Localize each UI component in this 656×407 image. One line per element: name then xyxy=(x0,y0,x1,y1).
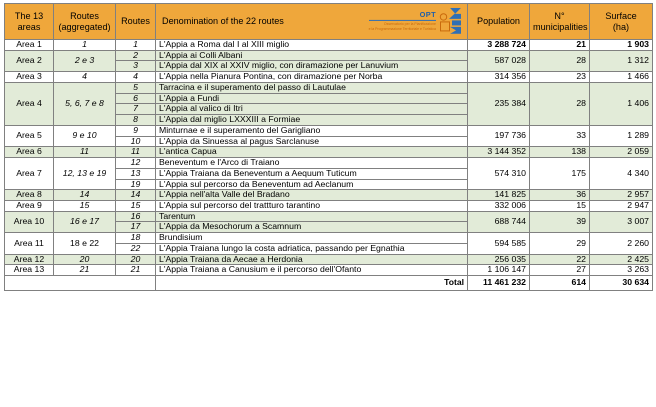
header-areas-line1: The 13 xyxy=(14,11,44,22)
surface-cell: 3 263 xyxy=(590,265,653,276)
municipalities-cell: 138 xyxy=(530,147,590,158)
area-cell: Area 2 xyxy=(5,50,54,71)
route-number-cell: 8 xyxy=(116,115,156,126)
table-row xyxy=(5,254,653,265)
aggregated-routes-cell: 14 xyxy=(54,190,116,201)
surface-cell: 2 947 xyxy=(590,201,653,212)
route-number-cell: 10 xyxy=(116,136,156,147)
area-cell: Area 3 xyxy=(5,72,54,83)
header-population: Population xyxy=(468,4,530,40)
municipalities-cell: 33 xyxy=(530,125,590,146)
municipalities-cell: 15 xyxy=(530,201,590,212)
surface-cell: 1 466 xyxy=(590,72,653,83)
municipalities-cell: 28 xyxy=(530,50,590,71)
route-number-cell: 1 xyxy=(116,40,156,51)
route-denomination-cell: L'Appia sul percorso del trattturo tarantino xyxy=(156,201,468,212)
route-number-cell: 4 xyxy=(116,72,156,83)
route-denomination-cell: L'Appia dal miglio LXXXIII a Formiae xyxy=(156,115,468,126)
header-surface-line1: Surface xyxy=(605,11,637,22)
municipalities-cell: 175 xyxy=(530,158,590,190)
area-cell: Area 13 xyxy=(5,265,54,276)
route-denomination-cell: L'Appia ai Colli Albani xyxy=(156,50,468,61)
header-areas xyxy=(5,4,54,40)
route-denomination-cell: L'Appia a Fundi xyxy=(156,93,468,104)
route-number-cell: 22 xyxy=(116,243,156,254)
route-denomination-cell: L'Appia al valico di Itri xyxy=(156,104,468,115)
area-cell: Area 7 xyxy=(5,158,54,190)
header-aggregated-line1: Routes xyxy=(70,11,99,22)
aggregated-routes-cell: 15 xyxy=(54,201,116,212)
population-cell: 314 356 xyxy=(468,72,530,83)
routes-table xyxy=(4,3,653,291)
total-population-cell: 11 461 232 xyxy=(468,276,530,291)
table-row xyxy=(5,265,653,276)
aggregated-routes-cell: 21 xyxy=(54,265,116,276)
population-cell: 3 144 352 xyxy=(468,147,530,158)
table-row xyxy=(5,233,653,244)
route-denomination-cell: Brundisium xyxy=(156,233,468,244)
population-cell: 1 106 147 xyxy=(468,265,530,276)
table-row xyxy=(5,82,653,93)
aggregated-routes-cell: 11 xyxy=(54,147,116,158)
header-denomination xyxy=(156,4,468,40)
aggregated-routes-cell: 16 e 17 xyxy=(54,211,116,232)
route-denomination-cell: L'Appia nell'alta Valle del Bradano xyxy=(156,190,468,201)
table-header xyxy=(5,4,653,40)
total-spacer xyxy=(5,276,156,291)
area-cell: Area 5 xyxy=(5,125,54,146)
route-number-cell: 16 xyxy=(116,211,156,222)
population-cell: 594 585 xyxy=(468,233,530,254)
route-number-cell: 12 xyxy=(116,158,156,169)
route-denomination-cell: L'Appia a Roma dal I al XIII miglio xyxy=(156,40,468,51)
route-number-cell: 7 xyxy=(116,104,156,115)
opt-logo-subtitle-line1: Osservatorio per la Pianificazione xyxy=(383,21,436,26)
route-denomination-cell: Minturnae e il superamento del Garigliano xyxy=(156,125,468,136)
route-number-cell: 9 xyxy=(116,125,156,136)
population-cell: 587 028 xyxy=(468,50,530,71)
surface-cell: 2 059 xyxy=(590,147,653,158)
table-row xyxy=(5,201,653,212)
population-cell: 197 736 xyxy=(468,125,530,146)
route-number-cell: 19 xyxy=(116,179,156,190)
header-municipalities xyxy=(530,4,590,40)
route-denomination-cell: Beneventum e l'Arco di Traiano xyxy=(156,158,468,169)
area-cell: Area 6 xyxy=(5,147,54,158)
municipalities-cell: 29 xyxy=(530,233,590,254)
total-label: Total xyxy=(156,276,468,291)
opt-logo-title: OPT xyxy=(369,11,436,20)
table-row xyxy=(5,147,653,158)
table-row xyxy=(5,50,653,61)
route-number-cell: 20 xyxy=(116,254,156,265)
surface-cell: 1 289 xyxy=(590,125,653,146)
area-cell: Area 8 xyxy=(5,190,54,201)
area-cell: Area 4 xyxy=(5,82,54,125)
route-number-cell: 3 xyxy=(116,61,156,72)
population-cell: 141 825 xyxy=(468,190,530,201)
opt-logo-icon xyxy=(439,7,461,35)
aggregated-routes-cell: 1 xyxy=(54,40,116,51)
area-cell: Area 1 xyxy=(5,40,54,51)
route-denomination-cell: L'Appia dal XIX al XXIV miglio, con diramazione per Lanuvium xyxy=(156,61,468,72)
municipalities-cell: 27 xyxy=(530,265,590,276)
route-denomination-cell: L'Appia Traiana a Canusium e il percorso dell'Ofanto xyxy=(156,265,468,276)
route-denomination-cell: L'Appia sul percorso da Beneventum ad Aeclanum xyxy=(156,179,468,190)
municipalities-cell: 21 xyxy=(530,40,590,51)
area-cell: Area 11 xyxy=(5,233,54,254)
opt-logo-subtitle-line2: e la Programmazione Territoriale e Turistica xyxy=(368,27,436,32)
total-surface-cell: 30 634 xyxy=(590,276,653,291)
table-row xyxy=(5,158,653,169)
route-denomination-cell: L'Appia Traiana da Beneventum a Aequum Tuticum xyxy=(156,168,468,179)
header-surface-line2: (ha) xyxy=(612,21,630,32)
route-denomination-cell: L'antica Capua xyxy=(156,147,468,158)
header-aggregated xyxy=(54,4,116,40)
route-denomination-cell: L'Appia nella Pianura Pontina, con diramazione per Norba xyxy=(156,72,468,83)
population-cell: 235 384 xyxy=(468,82,530,125)
route-denomination-cell: Tarentum xyxy=(156,211,468,222)
surface-cell: 2 260 xyxy=(590,233,653,254)
opt-logo-text xyxy=(369,11,436,31)
surface-cell: 4 340 xyxy=(590,158,653,190)
aggregated-routes-cell: 9 e 10 xyxy=(54,125,116,146)
route-denomination-cell: L'Appia Traiana da Aecae a Herdonia xyxy=(156,254,468,265)
surface-cell: 3 007 xyxy=(590,211,653,232)
route-number-cell: 15 xyxy=(116,201,156,212)
route-number-cell: 11 xyxy=(116,147,156,158)
area-cell: Area 10 xyxy=(5,211,54,232)
header-routes: Routes xyxy=(116,4,156,40)
population-cell: 256 035 xyxy=(468,254,530,265)
population-cell: 574 310 xyxy=(468,158,530,190)
header-municipalities-line2: municipalities xyxy=(533,21,588,32)
area-cell: Area 12 xyxy=(5,254,54,265)
surface-cell: 1 406 xyxy=(590,82,653,125)
population-cell: 3 288 724 xyxy=(468,40,530,51)
table-row xyxy=(5,40,653,51)
header-denomination-label: Denomination of the 22 routes xyxy=(162,16,284,27)
header-row xyxy=(5,4,653,40)
opt-logo xyxy=(369,7,461,35)
area-cell: Area 9 xyxy=(5,201,54,212)
surface-cell: 1 903 xyxy=(590,40,653,51)
route-number-cell: 5 xyxy=(116,82,156,93)
surface-cell: 1 312 xyxy=(590,50,653,71)
municipalities-cell: 22 xyxy=(530,254,590,265)
aggregated-routes-cell: 4 xyxy=(54,72,116,83)
route-number-cell: 21 xyxy=(116,265,156,276)
population-cell: 688 744 xyxy=(468,211,530,232)
population-cell: 332 006 xyxy=(468,201,530,212)
total-municipalities-cell: 614 xyxy=(530,276,590,291)
surface-cell: 2 425 xyxy=(590,254,653,265)
municipalities-cell: 36 xyxy=(530,190,590,201)
header-aggregated-line2: (aggregated) xyxy=(58,21,111,32)
aggregated-routes-cell: 12, 13 e 19 xyxy=(54,158,116,190)
route-number-cell: 18 xyxy=(116,233,156,244)
route-denomination-cell: L'Appia Traiana lungo la costa adriatica, passando per Egnathia xyxy=(156,243,468,254)
route-number-cell: 13 xyxy=(116,168,156,179)
municipalities-cell: 39 xyxy=(530,211,590,232)
route-denomination-cell: Tarracina e il superamento del passo di Lautulae xyxy=(156,82,468,93)
aggregated-routes-cell: 20 xyxy=(54,254,116,265)
header-surface xyxy=(590,4,653,40)
route-number-cell: 6 xyxy=(116,93,156,104)
header-areas-line2: areas xyxy=(17,21,41,32)
aggregated-routes-cell: 2 e 3 xyxy=(54,50,116,71)
route-number-cell: 17 xyxy=(116,222,156,233)
municipalities-cell: 28 xyxy=(530,82,590,125)
aggregated-routes-cell: 18 e 22 xyxy=(54,233,116,254)
header-municipalities-line1: N° xyxy=(554,11,565,22)
table-row xyxy=(5,211,653,222)
table-row xyxy=(5,190,653,201)
table-row xyxy=(5,125,653,136)
route-denomination-cell: L'Appia da Mesochorum a Scamnum xyxy=(156,222,468,233)
route-denomination-cell: L'Appia da Sinuessa al pagus Sarclanuse xyxy=(156,136,468,147)
municipalities-cell: 23 xyxy=(530,72,590,83)
aggregated-routes-cell: 5, 6, 7 e 8 xyxy=(54,82,116,125)
route-number-cell: 2 xyxy=(116,50,156,61)
table-row xyxy=(5,72,653,83)
route-number-cell: 14 xyxy=(116,190,156,201)
surface-cell: 2 957 xyxy=(590,190,653,201)
table-body xyxy=(5,40,653,291)
total-row xyxy=(5,276,653,291)
